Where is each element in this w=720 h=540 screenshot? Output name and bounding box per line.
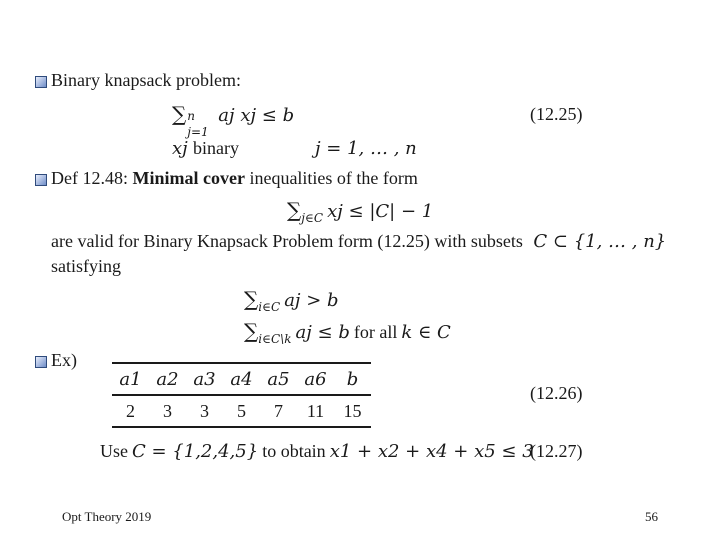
- cover-expr: xj ≤ |C| − 1: [327, 201, 434, 222]
- binary-word: binary: [193, 138, 239, 158]
- conclusion-line: [100, 441, 534, 462]
- eq-number-12-26: (12.26): [530, 383, 583, 403]
- condition-1-expr: aj > b: [284, 290, 339, 311]
- index-range: j = 1, … , n: [315, 138, 417, 159]
- example-table: [112, 362, 371, 428]
- eq-number-12-27: (12.27): [530, 441, 583, 461]
- bullet-example: Ex): [51, 350, 77, 370]
- table-header-row: [112, 363, 371, 395]
- sum-symbol: ∑: [244, 287, 259, 311]
- value-a2: 3: [149, 395, 186, 427]
- condition-2: [244, 319, 451, 346]
- value-b: 15: [334, 395, 371, 427]
- value-a1: 2: [112, 395, 149, 427]
- sum-sub: j=1: [187, 125, 209, 139]
- value-a5: 7: [260, 395, 297, 427]
- header-b: b: [334, 363, 371, 395]
- header-a2: a2: [149, 363, 186, 395]
- condition-1: [244, 287, 339, 314]
- def-suffix: inequalities of the form: [244, 168, 418, 188]
- eq-number-12-25: (12.25): [530, 104, 583, 124]
- cover-result: x1 + x2 + x4 + x5 ≤ 3: [329, 441, 534, 462]
- sum-symbol: ∑: [287, 198, 302, 222]
- def-prefix: Def 12.48:: [51, 168, 133, 188]
- footer-course: Opt Theory 2019: [62, 509, 152, 524]
- to-obtain: to obtain: [262, 441, 326, 461]
- sum-sup: n: [187, 109, 196, 123]
- sum-sub: i∈C: [258, 300, 281, 314]
- value-a4: 5: [223, 395, 260, 427]
- page-number: 56: [645, 509, 658, 524]
- header-a5: a5: [260, 363, 297, 395]
- table-row: [112, 395, 371, 427]
- for-all-k: k ∈ C: [401, 322, 451, 343]
- knapsack-constraint: [172, 102, 295, 139]
- sum-symbol: ∑: [244, 319, 259, 343]
- bullet-icon: [35, 76, 47, 88]
- valid-text-line1: [51, 231, 666, 252]
- def-term: Minimal cover: [132, 168, 245, 188]
- knapsack-expr: aj xj ≤ b: [218, 105, 295, 126]
- header-a3: a3: [186, 363, 223, 395]
- bullet-binary-knapsack: Binary knapsack problem:: [51, 70, 241, 90]
- sum-symbol: ∑: [172, 102, 187, 126]
- condition-2-expr: aj ≤ b: [295, 322, 350, 343]
- header-a1: a1: [112, 363, 149, 395]
- cover-inequality: [287, 198, 434, 225]
- for-all-text: for all: [353, 322, 398, 342]
- subset-expr: C ⊂ {1, … , n}: [533, 231, 667, 252]
- binary-var: xj: [172, 138, 188, 159]
- bullet-def-12-48: [51, 168, 418, 189]
- sum-sub: i∈C\k: [258, 332, 292, 346]
- sum-sub: j∈C: [301, 211, 324, 225]
- use-word: Use: [100, 441, 128, 461]
- header-a4: a4: [223, 363, 260, 395]
- value-a3: 3: [186, 395, 223, 427]
- valid-text: are valid for Binary Knapsack Problem form (12.25) with subsets: [51, 231, 523, 251]
- valid-text-line2: satisfying: [51, 256, 121, 276]
- value-a6: 11: [297, 395, 334, 427]
- bullet-icon: [35, 174, 47, 186]
- header-a6: a6: [297, 363, 334, 395]
- cover-set: C = {1,2,4,5}: [132, 441, 259, 462]
- bullet-icon: [35, 356, 47, 368]
